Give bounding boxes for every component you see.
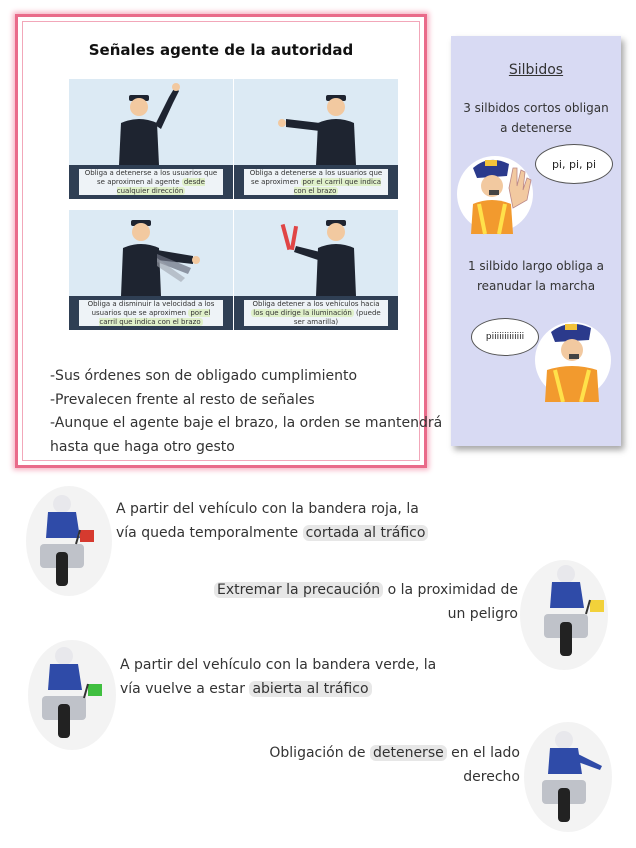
officer-whistle-icon [533, 308, 613, 402]
tile-caption-bar [234, 165, 398, 199]
officer-arm-swinging-icon [69, 210, 233, 296]
card-title: Señales agente de la autoridad [88, 41, 354, 59]
tile-caption: Obliga detener a los vehículos hacia los que dirige la iluminación (puede ser amarilla) [244, 300, 388, 326]
officer-arm-raised-icon [69, 79, 233, 165]
moto-row-text: A partir del vehículo con la bandera roja, la vía queda temporalmente cortada al tráfico [116, 497, 441, 545]
motorcycle-red-flag-icon [36, 492, 106, 587]
long-whistle-text: 1 silbido largo obliga a reanudar la marcha [467, 259, 605, 293]
tile-caption-bar [69, 296, 233, 330]
traffic-officer-signals-card [15, 14, 443, 468]
signal-tile-arm-raised [69, 79, 233, 199]
tile-caption: Obliga a detenerse a los usuarios que se aproximen por el carril que indica con el brazo [244, 169, 388, 195]
tile-caption-bar [69, 165, 233, 199]
moto-row-text: A partir del vehículo con la bandera verde, la vía vuelve a estar abierta al tráfico [120, 657, 437, 697]
signal-tile-light [234, 210, 398, 330]
signal-tile-arm-swinging [69, 210, 233, 330]
officer-whistle-stop-icon [455, 146, 545, 236]
tile-caption: Obliga a detenerse a los usuarios que se aproximen al agente desde cualquier dirección [79, 169, 223, 195]
note-line: -Sus órdenes son de obligado cumplimiento [50, 368, 358, 384]
note-line: -Aunque el agente baje el brazo, la orden se mantendrá [50, 415, 443, 431]
motorcycle-green-flag-icon [38, 644, 108, 739]
note-line: hasta que haga otro gesto [50, 438, 235, 455]
rules-notes [50, 365, 443, 459]
panel-title: Silbidos [508, 62, 564, 78]
motorcycle-arm-right-icon [536, 728, 606, 823]
note-line: -Prevalecen frente al resto de señales [50, 391, 315, 408]
officer-light-signal-icon [234, 210, 398, 296]
short-whistle-text: 3 silbidos cortos obligan a detenerse [463, 101, 609, 135]
short-whistle-bubble: pi, pi, pi [535, 144, 613, 184]
motorcycle-yellow-flag-icon [536, 562, 606, 657]
long-whistle-bubble: piiiiiiiiiiiii [471, 318, 539, 356]
officer-arm-horizontal-icon [234, 79, 398, 165]
moto-row-text: Obligación de detenerse en el lado derecho [269, 745, 520, 785]
tile-caption-bar [234, 296, 398, 330]
whistle-signals-panel [451, 36, 621, 446]
tile-caption: Obliga a disminuir la velocidad a los usuarios que se aproximen por el carril que indica con el brazo [79, 300, 223, 326]
moto-row-text: Extremar la precaución o la proximidad de un peligro [208, 578, 518, 626]
signal-tile-arm-horizontal [234, 79, 398, 199]
